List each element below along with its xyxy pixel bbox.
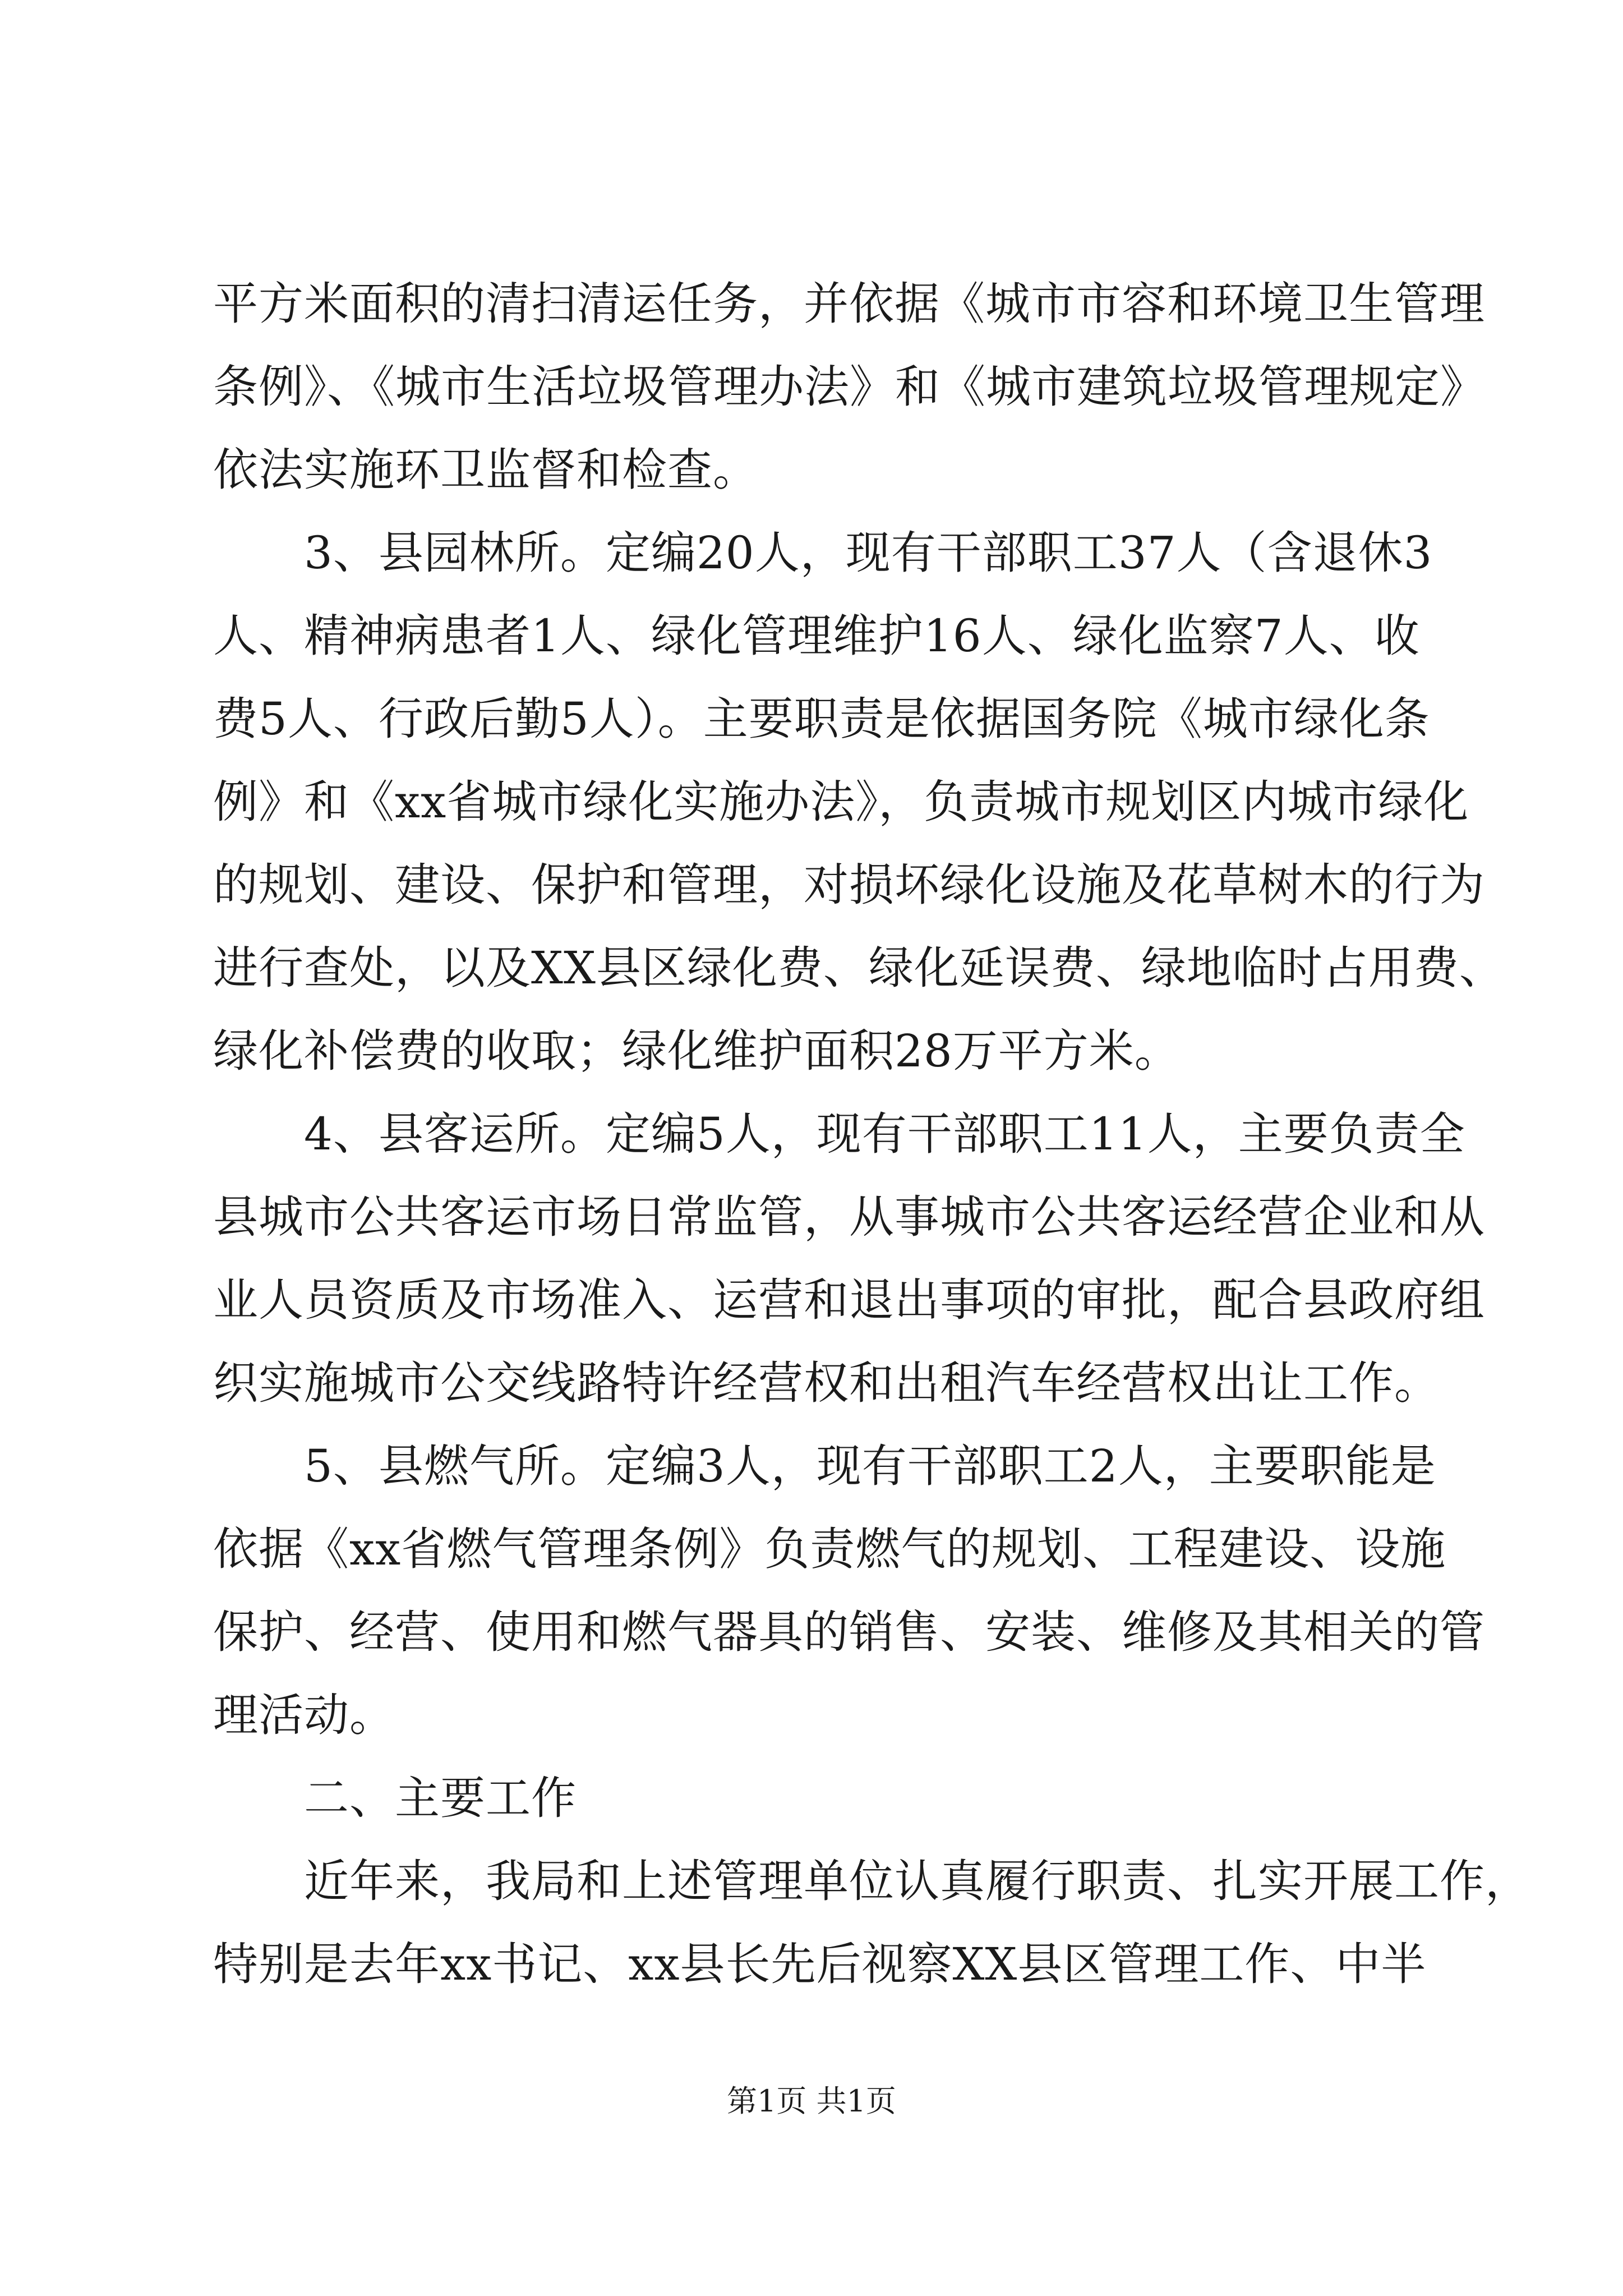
text-line: 保护、经营、使用和燃气器具的销售、安装、维修及其相关的管: [213, 1606, 1485, 1658]
text-line: 特别是去年xx书记、xx县长先后视察XX县区管理工作、中半: [213, 1938, 1427, 1990]
text-line: 理活动。: [213, 1689, 395, 1741]
document-body: [213, 263, 1530, 2006]
text-line: 近年来，我局和上述管理单位认真履行职责、扎实开展工作，: [213, 1855, 1530, 1907]
text-line: 绿化补偿费的收取；绿化维护面积28万平方米。: [213, 1025, 1180, 1077]
text-line: 条例》、《城市生活垃圾管理办法》和《城市建筑垃圾管理规定》: [213, 361, 1486, 413]
text-line: 例》和《xx省城市绿化实施办法》，负责城市规划区内城市绿化: [213, 776, 1469, 828]
text-line: 5、县燃气所。定编3人，现有干部职工2人，主要职能是: [213, 1440, 1436, 1492]
text-line: 依法实施环卫监督和检查。: [213, 444, 758, 496]
text-line: 4、县客运所。定编5人，现有干部职工11人，主要负责全: [213, 1108, 1465, 1160]
text-line: 业人员资质及市场准入、运营和退出事项的审批，配合县政府组: [213, 1274, 1485, 1326]
text-line: 的规划、建设、保护和管理，对损坏绿化设施及花草树木的行为: [213, 859, 1485, 911]
text-line: 平方米面积的清扫清运任务，并依据《城市市容和环境卫生管理: [213, 278, 1485, 330]
section-heading: 二、主要工作: [213, 1772, 577, 1824]
text-line: 织实施城市公交线路特许经营权和出租汽车经营权出让工作。: [213, 1357, 1440, 1409]
text-line: 依据《xx省燃气管理条例》负责燃气的规划、工程建设、设施: [213, 1523, 1446, 1575]
text-line: 人、精神病患者1人、绿化管理维护16人、绿化监察7人、收: [213, 610, 1420, 662]
text-line: 县城市公共客运市场日常监管，从事城市公共客运经营企业和从: [213, 1191, 1485, 1243]
page-number-footer: 第1页 共1页: [727, 2083, 896, 2119]
text-line: 费5人、行政后勤5人）。主要职责是依据国务院《城市绿化条: [213, 693, 1430, 745]
text-line: 进行查处，以及XX县区绿化费、绿化延误费、绿地临时占用费、: [213, 942, 1505, 994]
text-line: 3、县园林所。定编20人，现有干部职工37人（含退休3: [213, 527, 1433, 579]
